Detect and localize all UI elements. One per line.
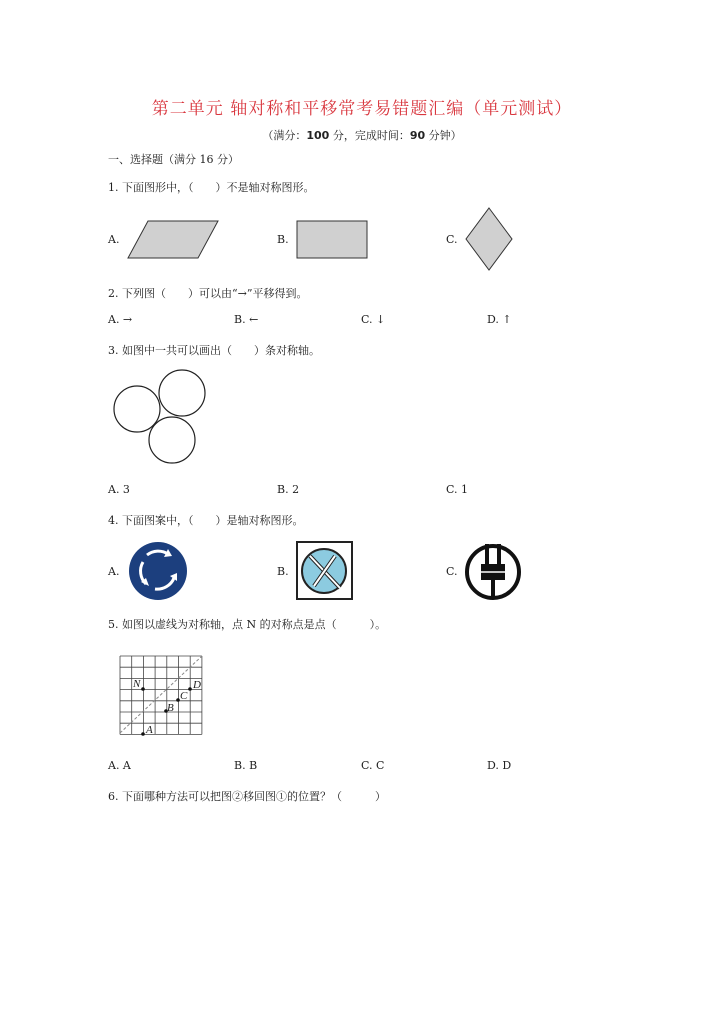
q3-option-b: B. 2 (277, 483, 300, 496)
point-label-d: D (193, 679, 201, 691)
rectangle-shape (297, 221, 367, 258)
q2-option-a: A. → (108, 313, 133, 326)
page-title: 第二单元 轴对称和平移常考易错题汇编（单元测试） (151, 99, 573, 119)
point-label-b: B (167, 702, 174, 714)
section-heading: 一、选择题（满分 16 分） (108, 153, 239, 166)
subtitle: （满分：100 分，完成时间：90 分钟） (262, 129, 462, 142)
question-6: 6. 下面哪种方法可以把图②移回图①的位置？（ ） (108, 790, 386, 803)
q4-option-c: C. (446, 565, 458, 578)
q4-option-b: B. (277, 565, 289, 578)
three-circles-figure (114, 370, 205, 463)
question-3: 3. 如图中一共可以画出（ ）条对称轴。 (108, 344, 320, 357)
roundabout-sign-icon (129, 542, 187, 600)
point-label-c: C (180, 690, 188, 702)
point-label-n: N (133, 678, 141, 690)
question-4: 4. 下面图案中，（ ）是轴对称图形。 (108, 514, 304, 527)
q5-option-a: A. A (108, 759, 131, 772)
point-label-a: A (146, 724, 153, 736)
q3-option-a: A. 3 (108, 483, 130, 496)
q5-option-c: C. C (361, 759, 385, 772)
q2-option-b: B. ← (234, 313, 259, 326)
q1-option-a: A. (108, 233, 120, 246)
question-1: 1. 下面图形中，（ ）不是轴对称图形。 (108, 181, 315, 194)
parallelogram-shape (128, 221, 218, 258)
diamond-shape (466, 208, 512, 270)
q3-option-c: C. 1 (446, 483, 469, 496)
question-2: 2. 下列图（ ）可以由“→”平移得到。 (108, 287, 308, 300)
q1-option-c: C. (446, 233, 458, 246)
q5-option-b: B. B (234, 759, 258, 772)
q2-option-c: C. ↓ (361, 313, 386, 326)
q1-option-b: B. (277, 233, 289, 246)
bank-logo-icon (467, 544, 519, 598)
q4-option-a: A. (108, 565, 120, 578)
no-smoking-tools-sign-icon (297, 542, 352, 599)
q5-option-d: D. D (487, 759, 512, 772)
question-5: 5. 如图以虚线为对称轴，点 N 的对称点是点（ ）。 (108, 618, 387, 631)
q2-option-d: D. ↑ (487, 313, 512, 326)
